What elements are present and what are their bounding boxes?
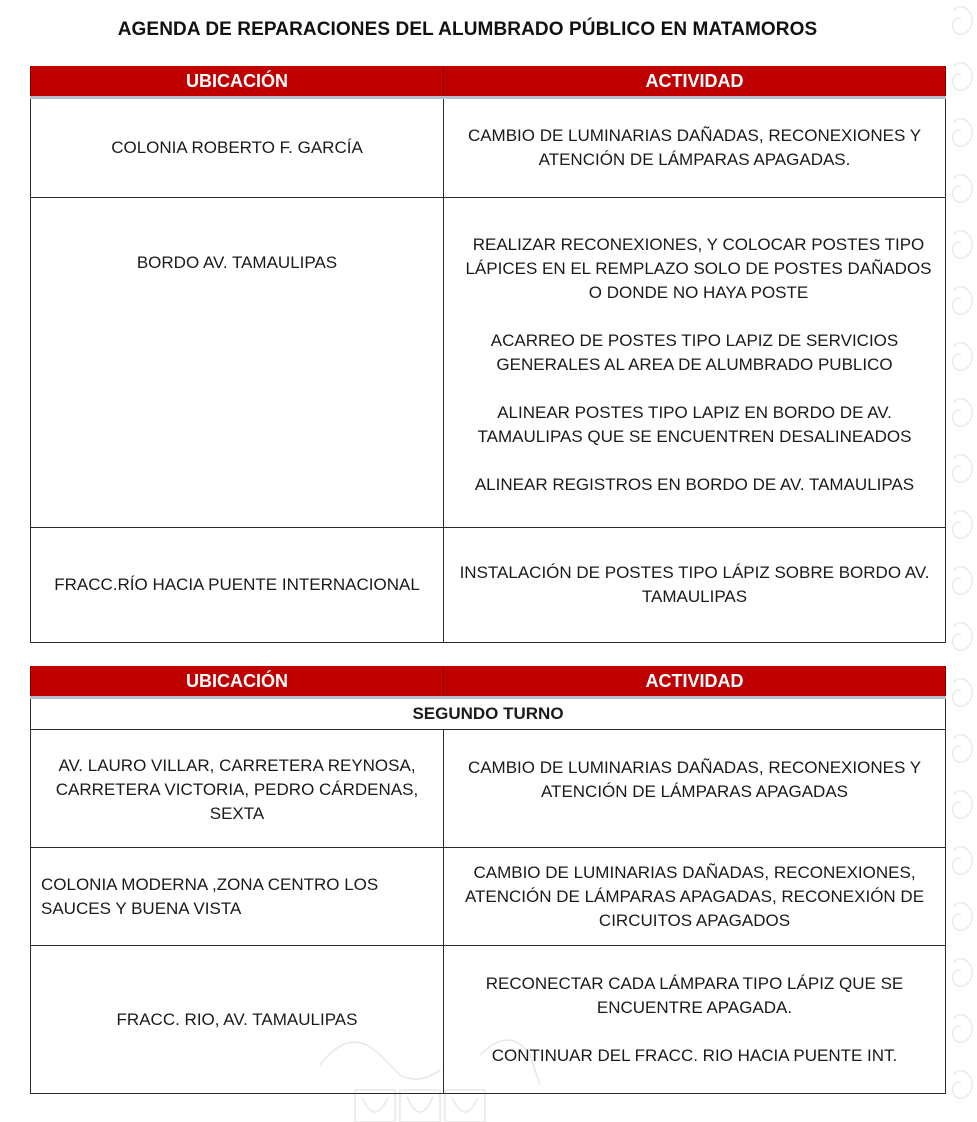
column-header-location: UBICACIÓN [31, 666, 444, 698]
table-row [31, 198, 946, 528]
column-header-activity: ACTIVIDAD [444, 66, 946, 98]
activity-item: INSTALACIÓN DE POSTES TIPO LÁPIZ SOBRE BORDO AV. TAMAULIPAS [459, 563, 930, 606]
column-header-activity: ACTIVIDAD [444, 666, 946, 698]
watermark-pattern [945, 0, 977, 1122]
activity-cell [444, 848, 946, 946]
table-row [31, 730, 946, 848]
column-header-location: UBICACIÓN [31, 66, 444, 98]
location-cell [31, 198, 444, 528]
location-cell [31, 848, 444, 946]
table-header-row [31, 66, 946, 98]
location-cell: FRACC.RÍO HACIA PUENTE INTERNACIONAL [31, 528, 444, 643]
table-row [31, 528, 946, 643]
page-title: AGENDA DE REPARACIONES DEL ALUMBRADO PÚBLICO EN MATAMOROS [117, 19, 818, 40]
location-text: COLONIA MODERNA ,ZONA CENTRO LOS SAUCES Y BUENA VISTA [41, 874, 379, 918]
activity-cell [444, 98, 946, 198]
activity-item: ACARREO DE POSTES TIPO LAPIZ DE SERVICIOS GENERALES AL AREA DE ALUMBRADO PUBLICO [490, 330, 899, 374]
activity-item: ALINEAR POSTES TIPO LAPIZ EN BORDO DE AV. TAMAULIPAS QUE SE ENCUENTREN DESALINEADOS [477, 402, 912, 446]
location-cell [31, 730, 444, 848]
table-row [31, 848, 946, 946]
location-cell: COLONIA ROBERTO F. GARCÍA [31, 98, 444, 198]
activity-item: CAMBIO DE LUMINARIAS DAÑADAS, RECONEXIONES, ATENCIÓN DE LÁMPARAS APAGADAS, RECONEXIÓN DE CIRCUITOS APAGADOS [464, 862, 925, 930]
activity-item: ALINEAR REGISTROS EN BORDO DE AV. TAMAULIPAS [474, 474, 915, 494]
agenda-table-first-shift [30, 66, 946, 643]
activity-item: CONTINUAR DEL FRACC. RIO HACIA PUENTE INT. [491, 1045, 898, 1065]
activity-item: CAMBIO DE LUMINARIAS DAÑADAS, RECONEXIONES Y ATENCIÓN DE LÁMPARAS APAGADAS. [467, 126, 922, 169]
table-row [31, 98, 946, 198]
location-cell: FRACC. RIO, AV. TAMAULIPAS [31, 946, 444, 1094]
section-row [31, 698, 946, 730]
location-text: BORDO AV. TAMAULIPAS [136, 253, 338, 272]
table-header-row [31, 666, 946, 698]
agenda-table-second-shift [30, 666, 946, 1094]
location-text: AV. LAURO VILLAR, CARRETERA REYNOSA, CARRETERA VICTORIA, PEDRO CÁRDENAS, SEXTA [55, 756, 419, 823]
activity-cell [444, 198, 946, 528]
activity-cell [444, 946, 946, 1094]
activity-cell [444, 730, 946, 848]
activity-item: CAMBIO DE LUMINARIAS DAÑADAS, RECONEXIONES Y ATENCIÓN DE LÁMPARAS APAGADAS [467, 758, 922, 801]
activity-item: REALIZAR RECONEXIONES, Y COLOCAR POSTES TIPO LÁPICES EN EL REMPLAZO SOLO DE POSTES DAÑADOS O DONDE NO HAYA POSTE [465, 234, 932, 302]
shift-label: SEGUNDO TURNO [31, 698, 946, 730]
activity-cell [444, 528, 946, 643]
activity-item: RECONECTAR CADA LÁMPARA TIPO LÁPIZ QUE SE ENCUENTRE APAGADA. [485, 973, 904, 1017]
table-row [31, 946, 946, 1094]
